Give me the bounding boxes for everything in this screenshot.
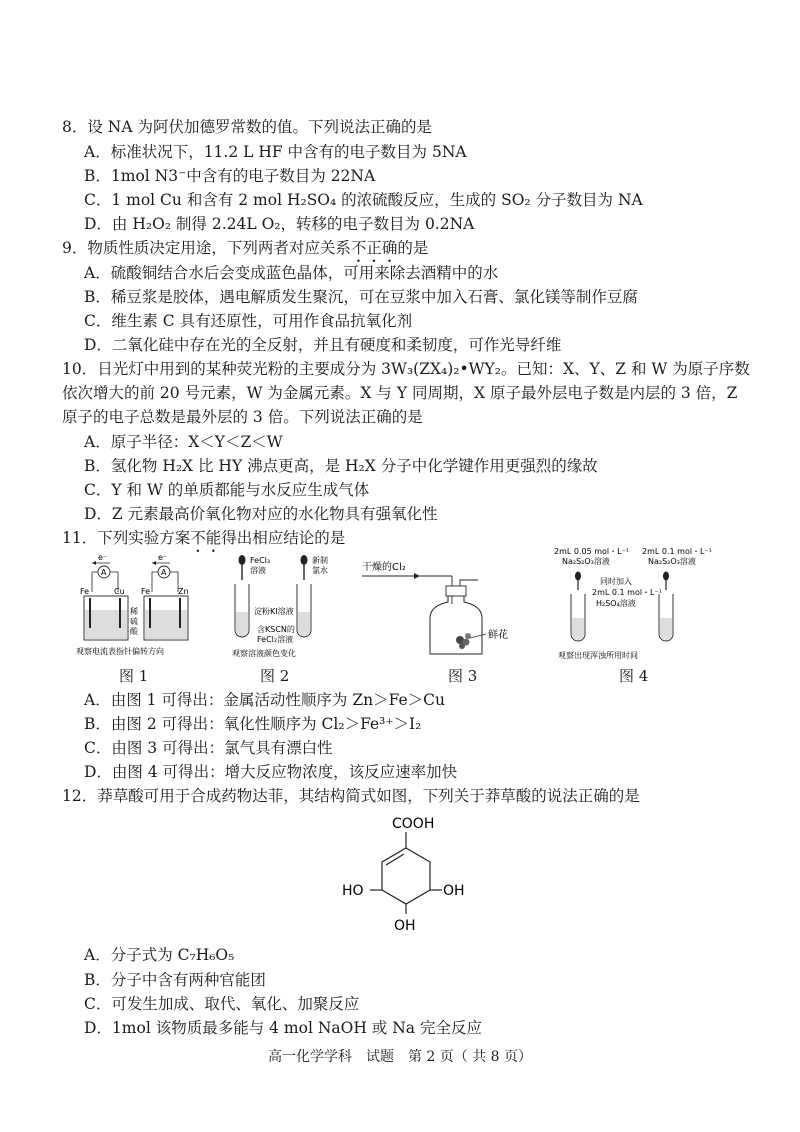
gas-bottle <box>430 596 482 654</box>
q9-option-c: C．维生素 C 具有还原性，可用作食品抗氧化剂 <box>84 312 413 330</box>
q10-option-d: D．Z 元素最高价氧化物对应的水化物具有强氧化性 <box>84 505 438 523</box>
fig4-sol1-line2: Na₂S₂O₃溶液 <box>562 557 610 566</box>
shikimic-acid-structure <box>330 808 480 938</box>
fig1-ammeter-label-right: A <box>161 568 167 577</box>
fig4-add-line1: 同时加入 <box>600 577 632 586</box>
q12-option-c: C．可发生加成、取代、氧化、加聚反应 <box>84 995 360 1013</box>
q9-stem-emphasis: 不正确 <box>350 239 398 257</box>
fig1-ammeter-label-left: A <box>101 568 107 577</box>
q8-option-c: C．1 mol Cu 和含有 2 mol H₂SO₄ 的浓硫酸反应，生成的 SO₂ 分子数目为 NA <box>84 191 643 209</box>
dropper-icon <box>575 572 581 581</box>
fig4-sol2-line1: 2mL 0.1 mol・L⁻¹ <box>642 547 712 556</box>
fig2-tube2-line1: 含KSCN的 <box>257 625 295 634</box>
q12-option-b: B．分子中含有两种官能团 <box>84 971 266 989</box>
fig1-acid-2: 硫 <box>130 617 138 626</box>
dropper-icon <box>663 572 669 581</box>
q9-stem-b: 的是 <box>397 239 429 257</box>
q9-option-a: A．硫酸铜结合水后会变成蓝色晶体，可用来除去酒精中的水 <box>84 264 499 282</box>
figure-4-caption: 图 4 <box>619 667 649 685</box>
fig4-add-line2: 2mL 0.1 mol・L⁻¹ <box>592 588 662 597</box>
fig3-flower-label: 鲜花 <box>488 630 508 641</box>
q8-option-d: D．由 H₂O₂ 制得 2.24L O₂，转移的电子数目为 0.2NA <box>84 215 475 233</box>
structure-oh-right-label: OH <box>443 883 465 899</box>
fig1-note: 观察电流表指针偏转方向 <box>76 647 164 656</box>
figure-4-rate-experiment <box>548 544 728 666</box>
fig1-cu-label: Cu <box>114 587 125 596</box>
q8-stem: 8．设 NA 为阿伏加德罗常数的值。下列说法正确的是 <box>62 118 432 136</box>
fig1-electron-label-left: e⁻ <box>98 553 108 562</box>
fig3-gas-label: 干燥的Cl₂ <box>362 562 406 573</box>
q11-stem-emphasis: 不能 <box>190 529 222 547</box>
fig2-reagent2-line1: 新制 <box>312 556 328 565</box>
fig2-tube1-label: 淀粉KI溶液 <box>254 607 294 616</box>
figure-1-caption: 图 1 <box>119 667 149 685</box>
figure-2-test-tubes <box>220 552 344 662</box>
q11-stem-b: 得出相应结论的是 <box>221 529 346 547</box>
q12-option-d: D．1mol 该物质最多能与 4 mol NaOH 或 Na 完全反应 <box>84 1019 482 1037</box>
fig4-sol2-line2: Na₂S₂O₃溶液 <box>648 557 696 566</box>
q12-option-a: A．分子式为 C₇H₆O₅ <box>84 946 235 964</box>
q10-option-a: A．原子半径：X＜Y＜Z＜W <box>84 433 283 451</box>
q10-stem-line2: 依次增大的前 20 号元素，W 为金属元素。X 与 Y 同周期，X 原子最外层电子数是内层的 3 倍，Z <box>62 384 738 402</box>
fig1-zn-label: Zn <box>178 587 189 596</box>
fig4-note: 观察出现浑浊所用时间 <box>558 651 638 660</box>
q11-option-a: A．由图 1 可得出：金属活动性顺序为 Zn＞Fe＞Cu <box>84 691 446 709</box>
fig1-electron-label-right: e⁻ <box>158 553 168 562</box>
q10-option-b: B．氢化物 H₂X 比 HY 沸点更高，是 H₂X 分子中化学键作用更强烈的缘故 <box>84 457 598 475</box>
dropper-icon <box>239 555 246 565</box>
q11-option-b: B．由图 2 可得出：氧化性顺序为 Cl₂＞Fe³⁺＞I₂ <box>84 715 422 733</box>
figure-3-gas-bottle <box>360 556 520 662</box>
q11-stem-a: 11．下列实验方案 <box>62 529 191 547</box>
fig1-acid-3: 酸 <box>130 627 138 636</box>
q9-stem <box>62 238 428 266</box>
q8-option-a: A．标准状况下，11.2 L HF 中含有的电子数目为 5NA <box>84 143 467 161</box>
q12-stem: 12．莽草酸可用于合成药物达菲，其结构简式如图，下列关于莽草酸的说法正确的是 <box>62 787 640 805</box>
figure-2-caption: 图 2 <box>260 667 290 685</box>
fig1-fe-label-left: Fe <box>80 587 90 596</box>
q8-option-b: B．1mol N3⁻中含有的电子数目为 22NA <box>84 167 376 185</box>
structure-cooh-label: COOH <box>392 816 435 832</box>
fig1-fe-label-right: Fe <box>141 587 151 596</box>
structure-oh-bottom-label: OH <box>394 918 416 934</box>
structure-ho-left-label: HO <box>342 883 364 899</box>
q9-option-d: D．二氧化硅中存在光的全反射，并且有硬度和柔韧度，可作光导纤维 <box>84 336 562 354</box>
figure-3-caption: 图 3 <box>448 667 478 685</box>
fig2-reagent2-line2: 氯水 <box>312 566 328 575</box>
dropper-icon <box>301 555 308 565</box>
fig4-sol1-line1: 2mL 0.05 mol・L⁻¹ <box>554 547 630 556</box>
fig2-note: 观察溶液颜色变化 <box>232 649 296 658</box>
fig2-reagent1-line1: FeCl₃ <box>250 556 271 565</box>
ring <box>382 848 430 904</box>
page-footer: 高一化学学科 试题 第 2 页（ 共 8 页） <box>267 1049 533 1065</box>
q9-stem-a: 9．物质性质决定用途，下列两者对应关系 <box>62 239 351 257</box>
figure-1-galvanic-cells <box>74 548 204 660</box>
fig1-acid-1: 稀 <box>130 607 138 616</box>
q10-stem-line1: 10．日光灯中用到的某种荧光粉的主要成分为 3W₃(ZX₄)₂•WY₂。已知：X、Y、Z 和 W 为原子序数 <box>62 360 750 378</box>
q11-option-d: D．由图 4 可得出：增大反应物浓度，该反应速率加快 <box>84 763 458 781</box>
q10-option-c: C．Y 和 W 的单质都能与水反应生成气体 <box>84 481 370 499</box>
q9-option-b: B．稀豆浆是胶体，遇电解质发生聚沉，可在豆浆中加入石膏、氯化镁等制作豆腐 <box>84 288 638 306</box>
fig2-tube2-line2: FeCl₂溶液 <box>257 635 294 644</box>
q11-option-c: C．由图 3 可得出：氯气具有漂白性 <box>84 739 333 757</box>
fig2-reagent1-line2: 溶液 <box>250 566 266 575</box>
q10-stem-line3: 原子的电子总数是最外层的 3 倍。下列说法正确的是 <box>62 408 423 426</box>
fig4-add-line3: H₂SO₄溶液 <box>596 599 636 608</box>
